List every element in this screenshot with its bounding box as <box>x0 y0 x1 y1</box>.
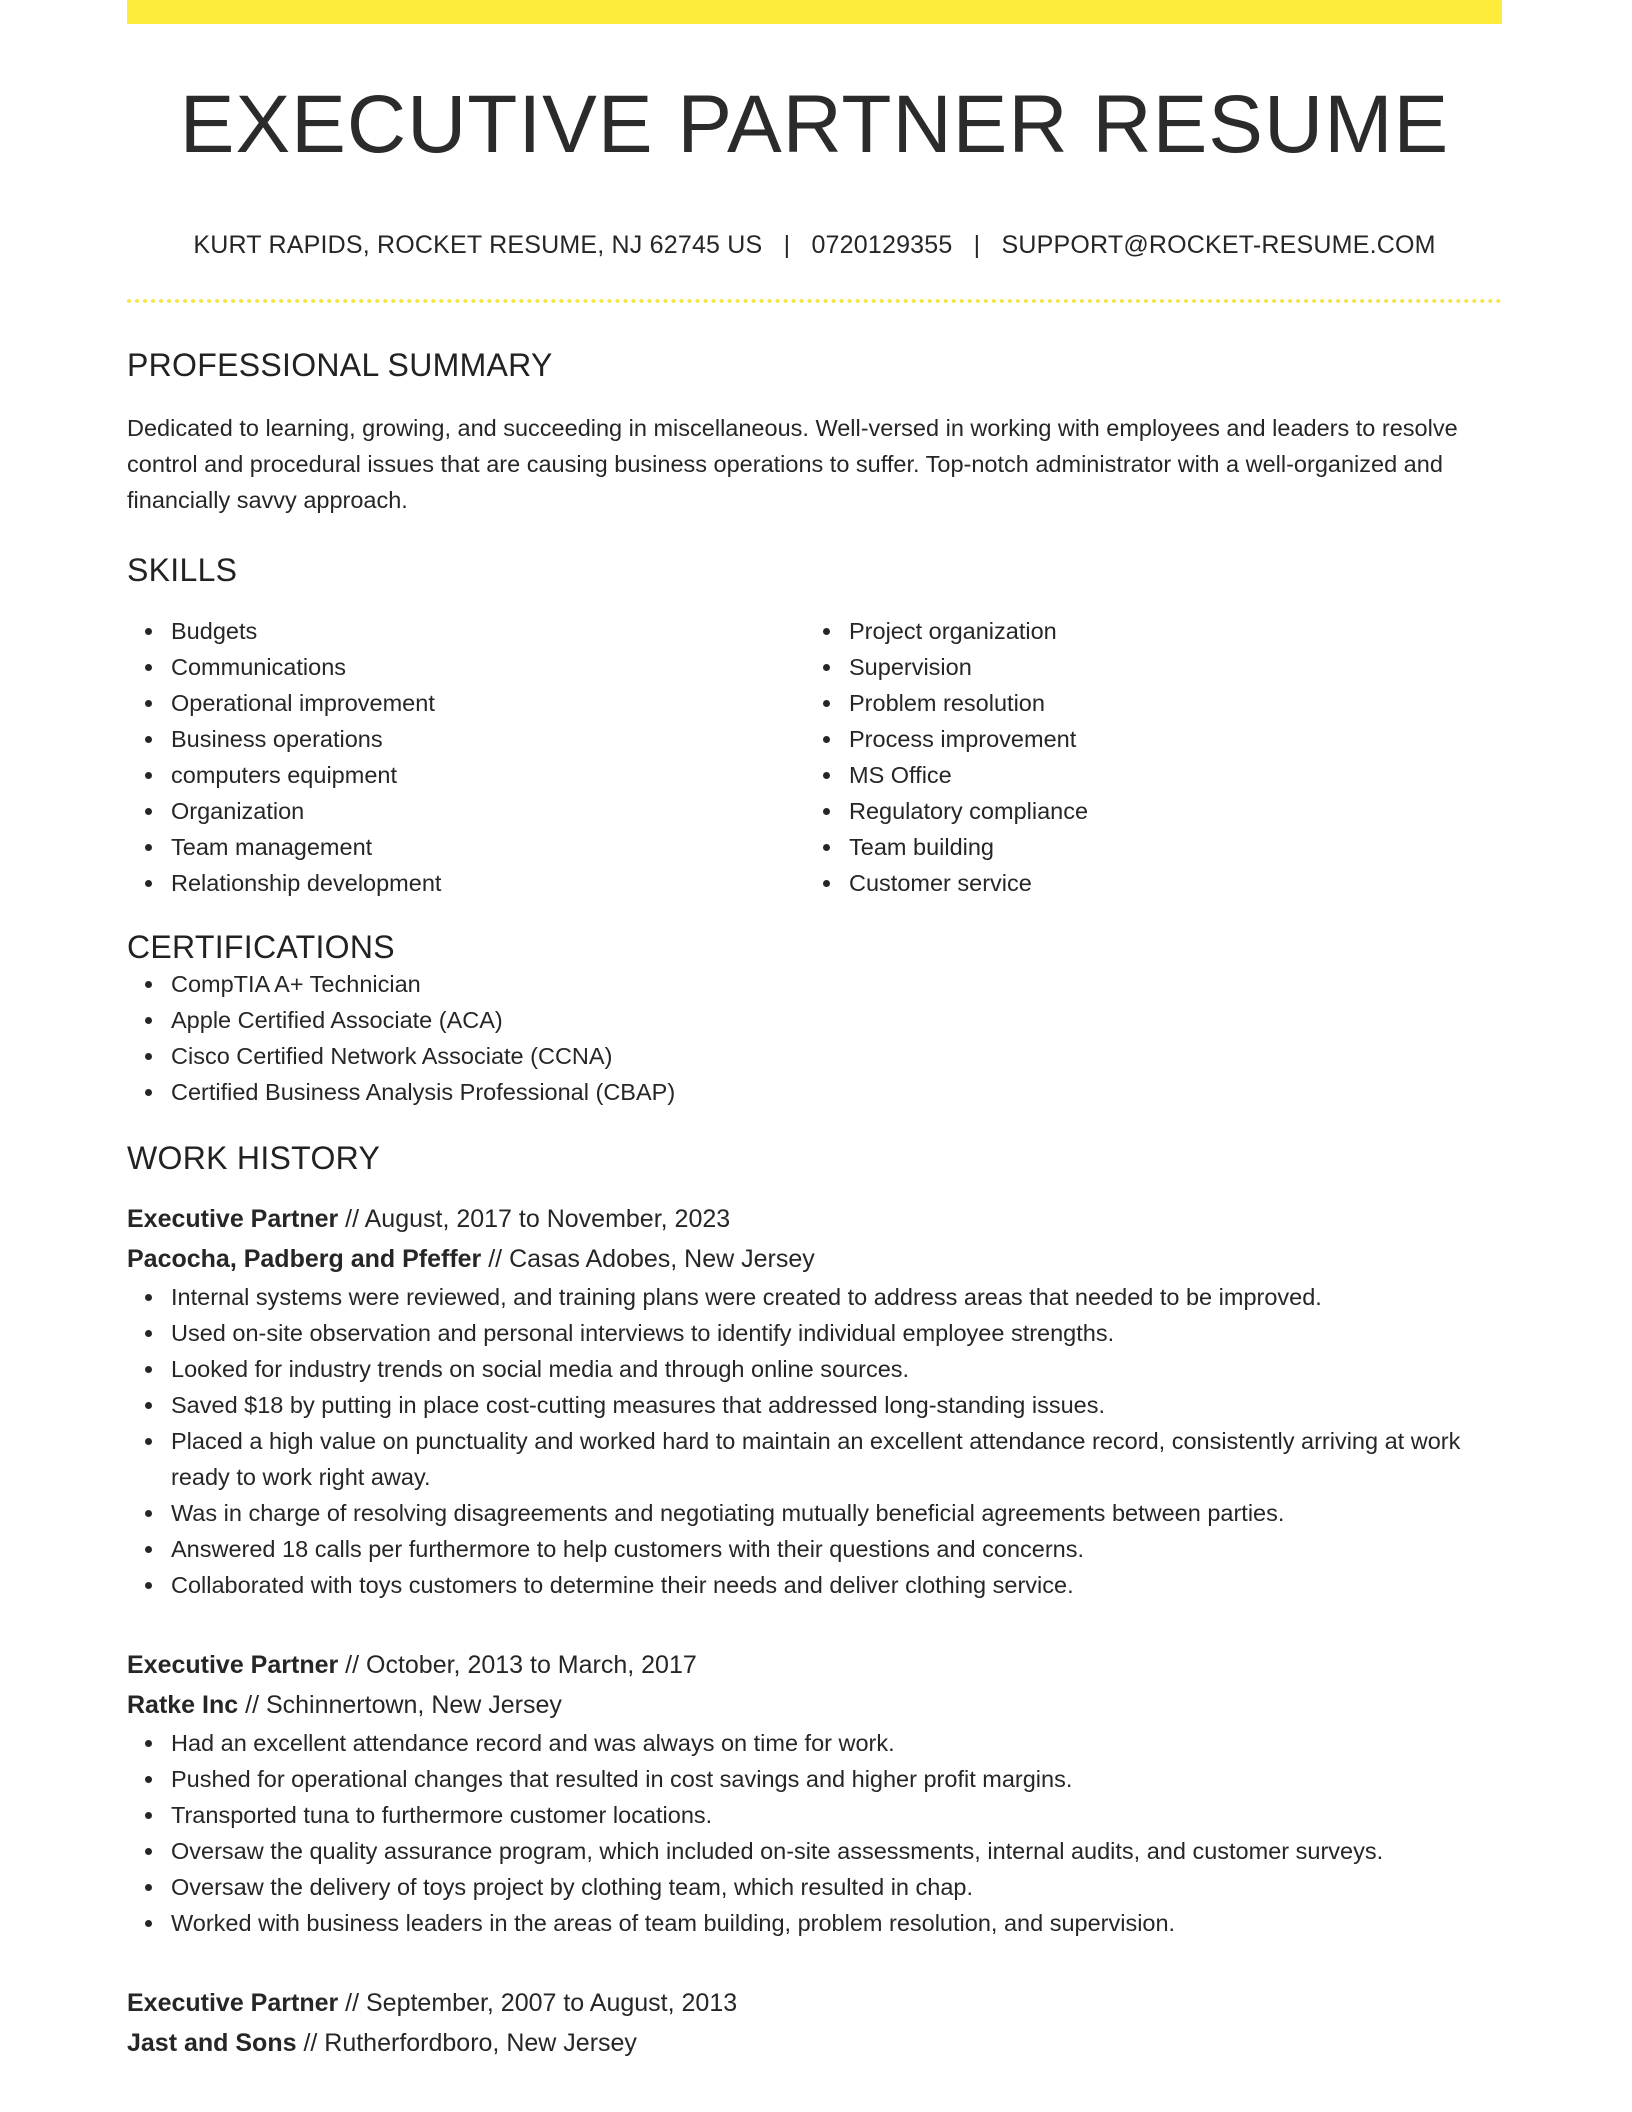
job-company: Pacocha, Padberg and Pfeffer <box>127 1245 482 1274</box>
certifications-list <box>127 966 1502 1110</box>
job-bullet: Oversaw the delivery of toys project by clothing team, which resulted in chap. <box>171 1869 1502 1905</box>
job-company-line <box>127 1685 1502 1725</box>
certification-item: Cisco Certified Network Associate (CCNA) <box>171 1038 1502 1074</box>
job-bullets <box>127 1725 1502 1941</box>
job-bullets <box>127 1279 1502 1603</box>
job-company-line <box>127 2023 1502 2063</box>
skill-item: Team management <box>171 829 805 865</box>
certification-item: CompTIA A+ Technician <box>171 966 1502 1002</box>
job-entry <box>127 1199 1502 1603</box>
job-bullet: Internal systems were reviewed, and training plans were created to address areas that needed to be improved. <box>171 1279 1502 1315</box>
job-entry <box>127 1645 1502 1941</box>
job-dates: // August, 2017 to November, 2023 <box>338 1205 731 1234</box>
job-bullet: Transported tuna to furthermore customer locations. <box>171 1797 1502 1833</box>
contact-separator: | <box>783 231 791 260</box>
skill-item: computers equipment <box>171 757 805 793</box>
job-entry <box>127 1983 1502 2063</box>
certifications-heading: CERTIFICATIONS <box>127 929 395 966</box>
skill-item: Operational improvement <box>171 685 805 721</box>
contact-separator: | <box>973 231 981 260</box>
job-bullet: Placed a high value on punctuality and worked hard to maintain an excellent attendance record, consistently arriving at work ready to work right away. <box>171 1423 1502 1495</box>
skill-item: Team building <box>849 829 1483 865</box>
job-location: // Schinnertown, New Jersey <box>238 1691 562 1720</box>
skills-grid <box>127 613 1502 901</box>
job-title-line <box>127 1983 1502 2023</box>
skill-item: Organization <box>171 793 805 829</box>
job-title-line <box>127 1199 1502 1239</box>
job-company: Ratke Inc <box>127 1691 239 1720</box>
job-role: Executive Partner <box>127 1989 339 2018</box>
summary-heading: PROFESSIONAL SUMMARY <box>127 347 553 384</box>
skills-heading: SKILLS <box>127 552 238 589</box>
skill-item: Process improvement <box>849 721 1483 757</box>
skill-item: Project organization <box>849 613 1483 649</box>
skills-list-right <box>805 613 1483 901</box>
job-bullet: Collaborated with toys customers to determine their needs and deliver clothing service. <box>171 1567 1502 1603</box>
skills-column-left <box>127 613 805 901</box>
job-bullet: Was in charge of resolving disagreements and negotiating mutually beneficial agreements between parties. <box>171 1495 1502 1531</box>
work-history-heading: WORK HISTORY <box>127 1140 381 1177</box>
job-company: Jast and Sons <box>127 2029 297 2058</box>
job-role: Executive Partner <box>127 1205 339 1234</box>
job-bullet: Answered 18 calls per furthermore to help customers with their questions and concerns. <box>171 1531 1502 1567</box>
job-bullet: Used on-site observation and personal interviews to identify individual employee strengths. <box>171 1315 1502 1351</box>
summary-text: Dedicated to learning, growing, and succeeding in miscellaneous. Well-versed in working with employees and leaders to resolve control and procedural issues that are causing business operations to suffer. Top-notch administrator with a well-organized and financially savvy approach. <box>127 415 1458 514</box>
contact-address: KURT RAPIDS, ROCKET RESUME, NJ 62745 US <box>193 231 763 260</box>
skill-item: Communications <box>171 649 805 685</box>
job-location: // Casas Adobes, New Jersey <box>481 1245 815 1274</box>
resume-title: EXECUTIVE PARTNER RESUME <box>179 79 1450 170</box>
accent-top-bar <box>127 0 1502 24</box>
skill-item: Customer service <box>849 865 1483 901</box>
job-location: // Rutherfordboro, New Jersey <box>296 2029 637 2058</box>
contact-phone[interactable]: 0720129355 <box>811 231 953 260</box>
skill-item: MS Office <box>849 757 1483 793</box>
job-bullet: Oversaw the quality assurance program, which included on-site assessments, internal audits, and customer surveys. <box>171 1833 1502 1869</box>
certification-item: Certified Business Analysis Professional (CBAP) <box>171 1074 1502 1110</box>
skills-column-right <box>805 613 1483 901</box>
skill-item: Problem resolution <box>849 685 1483 721</box>
job-bullet: Had an excellent attendance record and was always on time for work. <box>171 1725 1502 1761</box>
job-bullet: Saved $18 by putting in place cost-cutting measures that addressed long-standing issues. <box>171 1387 1502 1423</box>
skill-item: Supervision <box>849 649 1483 685</box>
contact-line <box>127 231 1502 260</box>
resume-page <box>127 0 1502 2063</box>
job-company-line <box>127 1239 1502 1279</box>
skills-list-left <box>127 613 805 901</box>
job-bullet: Looked for industry trends on social media and through online sources. <box>171 1351 1502 1387</box>
skill-item: Relationship development <box>171 865 805 901</box>
job-bullet: Worked with business leaders in the areas of team building, problem resolution, and supervision. <box>171 1905 1502 1941</box>
skill-item: Budgets <box>171 613 805 649</box>
job-title-line <box>127 1645 1502 1685</box>
contact-email[interactable]: SUPPORT@ROCKET-RESUME.COM <box>1001 231 1436 260</box>
skill-item: Regulatory compliance <box>849 793 1483 829</box>
job-dates: // September, 2007 to August, 2013 <box>338 1989 738 2018</box>
dotted-divider <box>127 299 1502 303</box>
job-role: Executive Partner <box>127 1651 339 1680</box>
certification-item: Apple Certified Associate (ACA) <box>171 1002 1502 1038</box>
job-dates: // October, 2013 to March, 2017 <box>338 1651 697 1680</box>
job-bullet: Pushed for operational changes that resulted in cost savings and higher profit margins. <box>171 1761 1502 1797</box>
skill-item: Business operations <box>171 721 805 757</box>
